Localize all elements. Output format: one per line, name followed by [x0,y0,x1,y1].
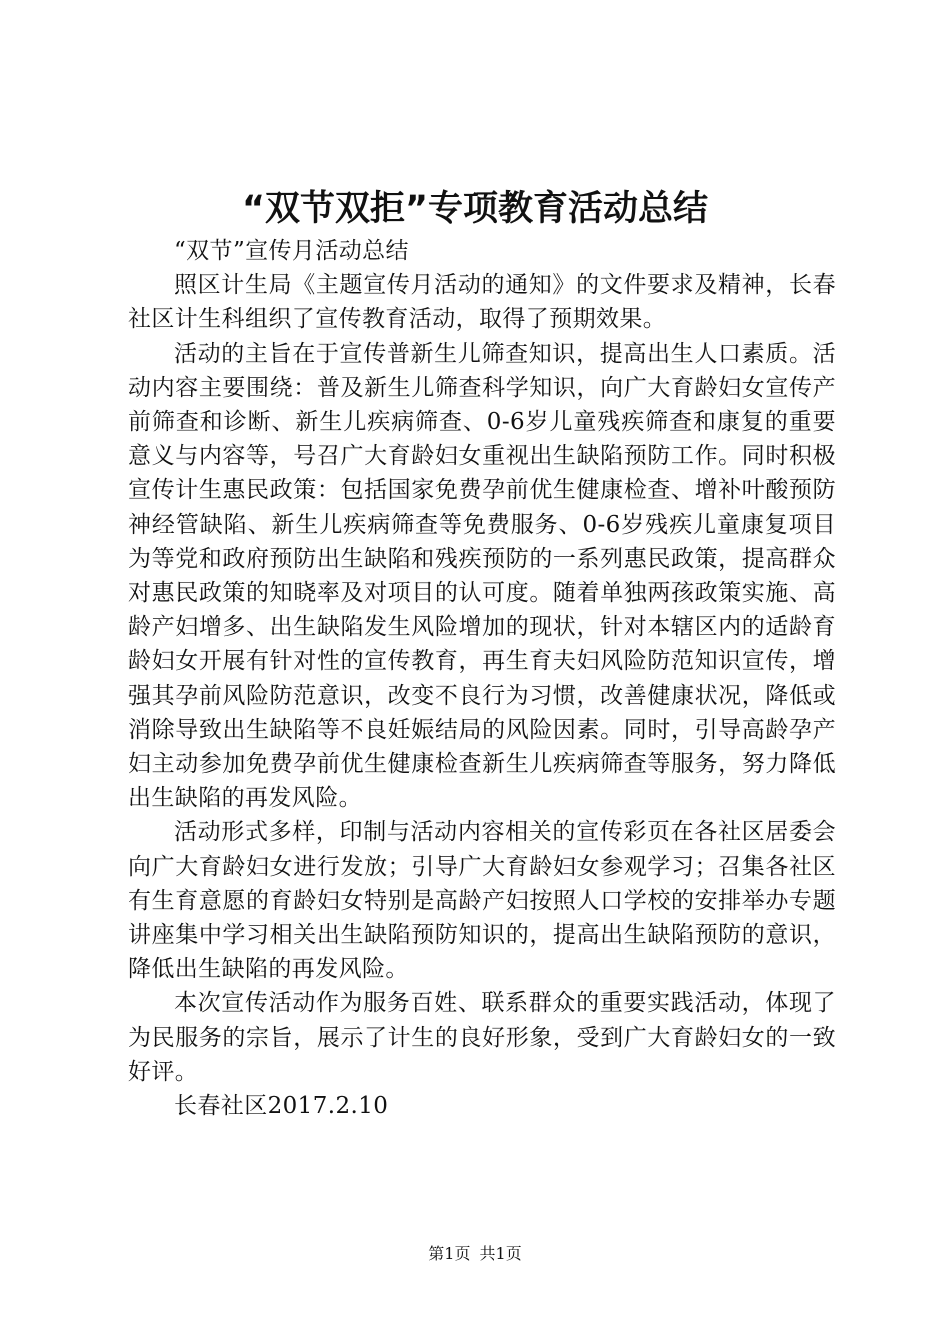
document-title: “双节双拒”专项教育活动总结 [241,189,708,229]
signature-date: 长春社区2017.2.10 [174,1093,389,1120]
body-paragraph: 活动的主旨在于宣传普新生儿筛查知识，提高出生人口素质。活动内容主要围绕：普及新生儿筛查科学知识，向广大育龄妇女宣传产前筛查和诊断、新生儿疾病筛查、0-6岁儿童残疾筛查和康复的重要意义与内容等，号召广大育龄妇女重视出生缺陷预防工作。同时积极宣传计生惠民政策：包括国家免费孕前优生健康检查、增补叶酸预防神经管缺陷、新生儿疾病筛查等免费服务、0-6岁残疾儿童康复项目为等党和政府预防出生缺陷和残疾预防的一系列惠民政策，提高群众对惠民政策的知晓率及对项目的认可度。随着单独两孩政策实施、高龄产妇增多、出生缺陷发生风险增加的现状，针对本辖区内的适龄育龄妇女开展有针对性的宣传教育，再生育夫妇风险防范知识宣传，增强其孕前风险防范意识，改变不良行为习惯，改善健康状况，降低或消除导致出生缺陷等不良妊娠结局的风险因素。同时，引导高龄孕产妇主动参加免费孕前优生健康检查新生儿疾病筛查等服务，努力降低出生缺陷的再发风险。 [128,340,836,812]
body-paragraph: 照区计生局《主题宣传月活动的通知》的文件要求及精神，长春社区计生科组织了宣传教育活动，取得了预期效果。 [128,272,836,333]
page-total: 共1页 [479,1244,522,1263]
page-footer [0,1242,950,1266]
body-paragraph: 本次宣传活动作为服务百姓、联系群众的重要实践活动，体现了为民服务的宗旨，展示了计生的良好形象，受到广大育龄妇女的一致好评。 [128,990,836,1085]
page-number: 第1页 [428,1244,471,1263]
subtitle-paragraph: “双节”宣传月活动总结 [174,238,409,264]
body-paragraph: 活动形式多样，印制与活动内容相关的宣传彩页在各社区居委会向广大育龄妇女进行发放；引导广大育龄妇女参观学习；召集各社区有生育意愿的育龄妇女特别是高龄产妇按照人口学校的安排举办专题讲座集中学习相关出生缺陷预防知识的，提高出生缺陷预防的意识，降低出生缺陷的再发风险。 [128,819,836,983]
document-body [128,234,836,1123]
